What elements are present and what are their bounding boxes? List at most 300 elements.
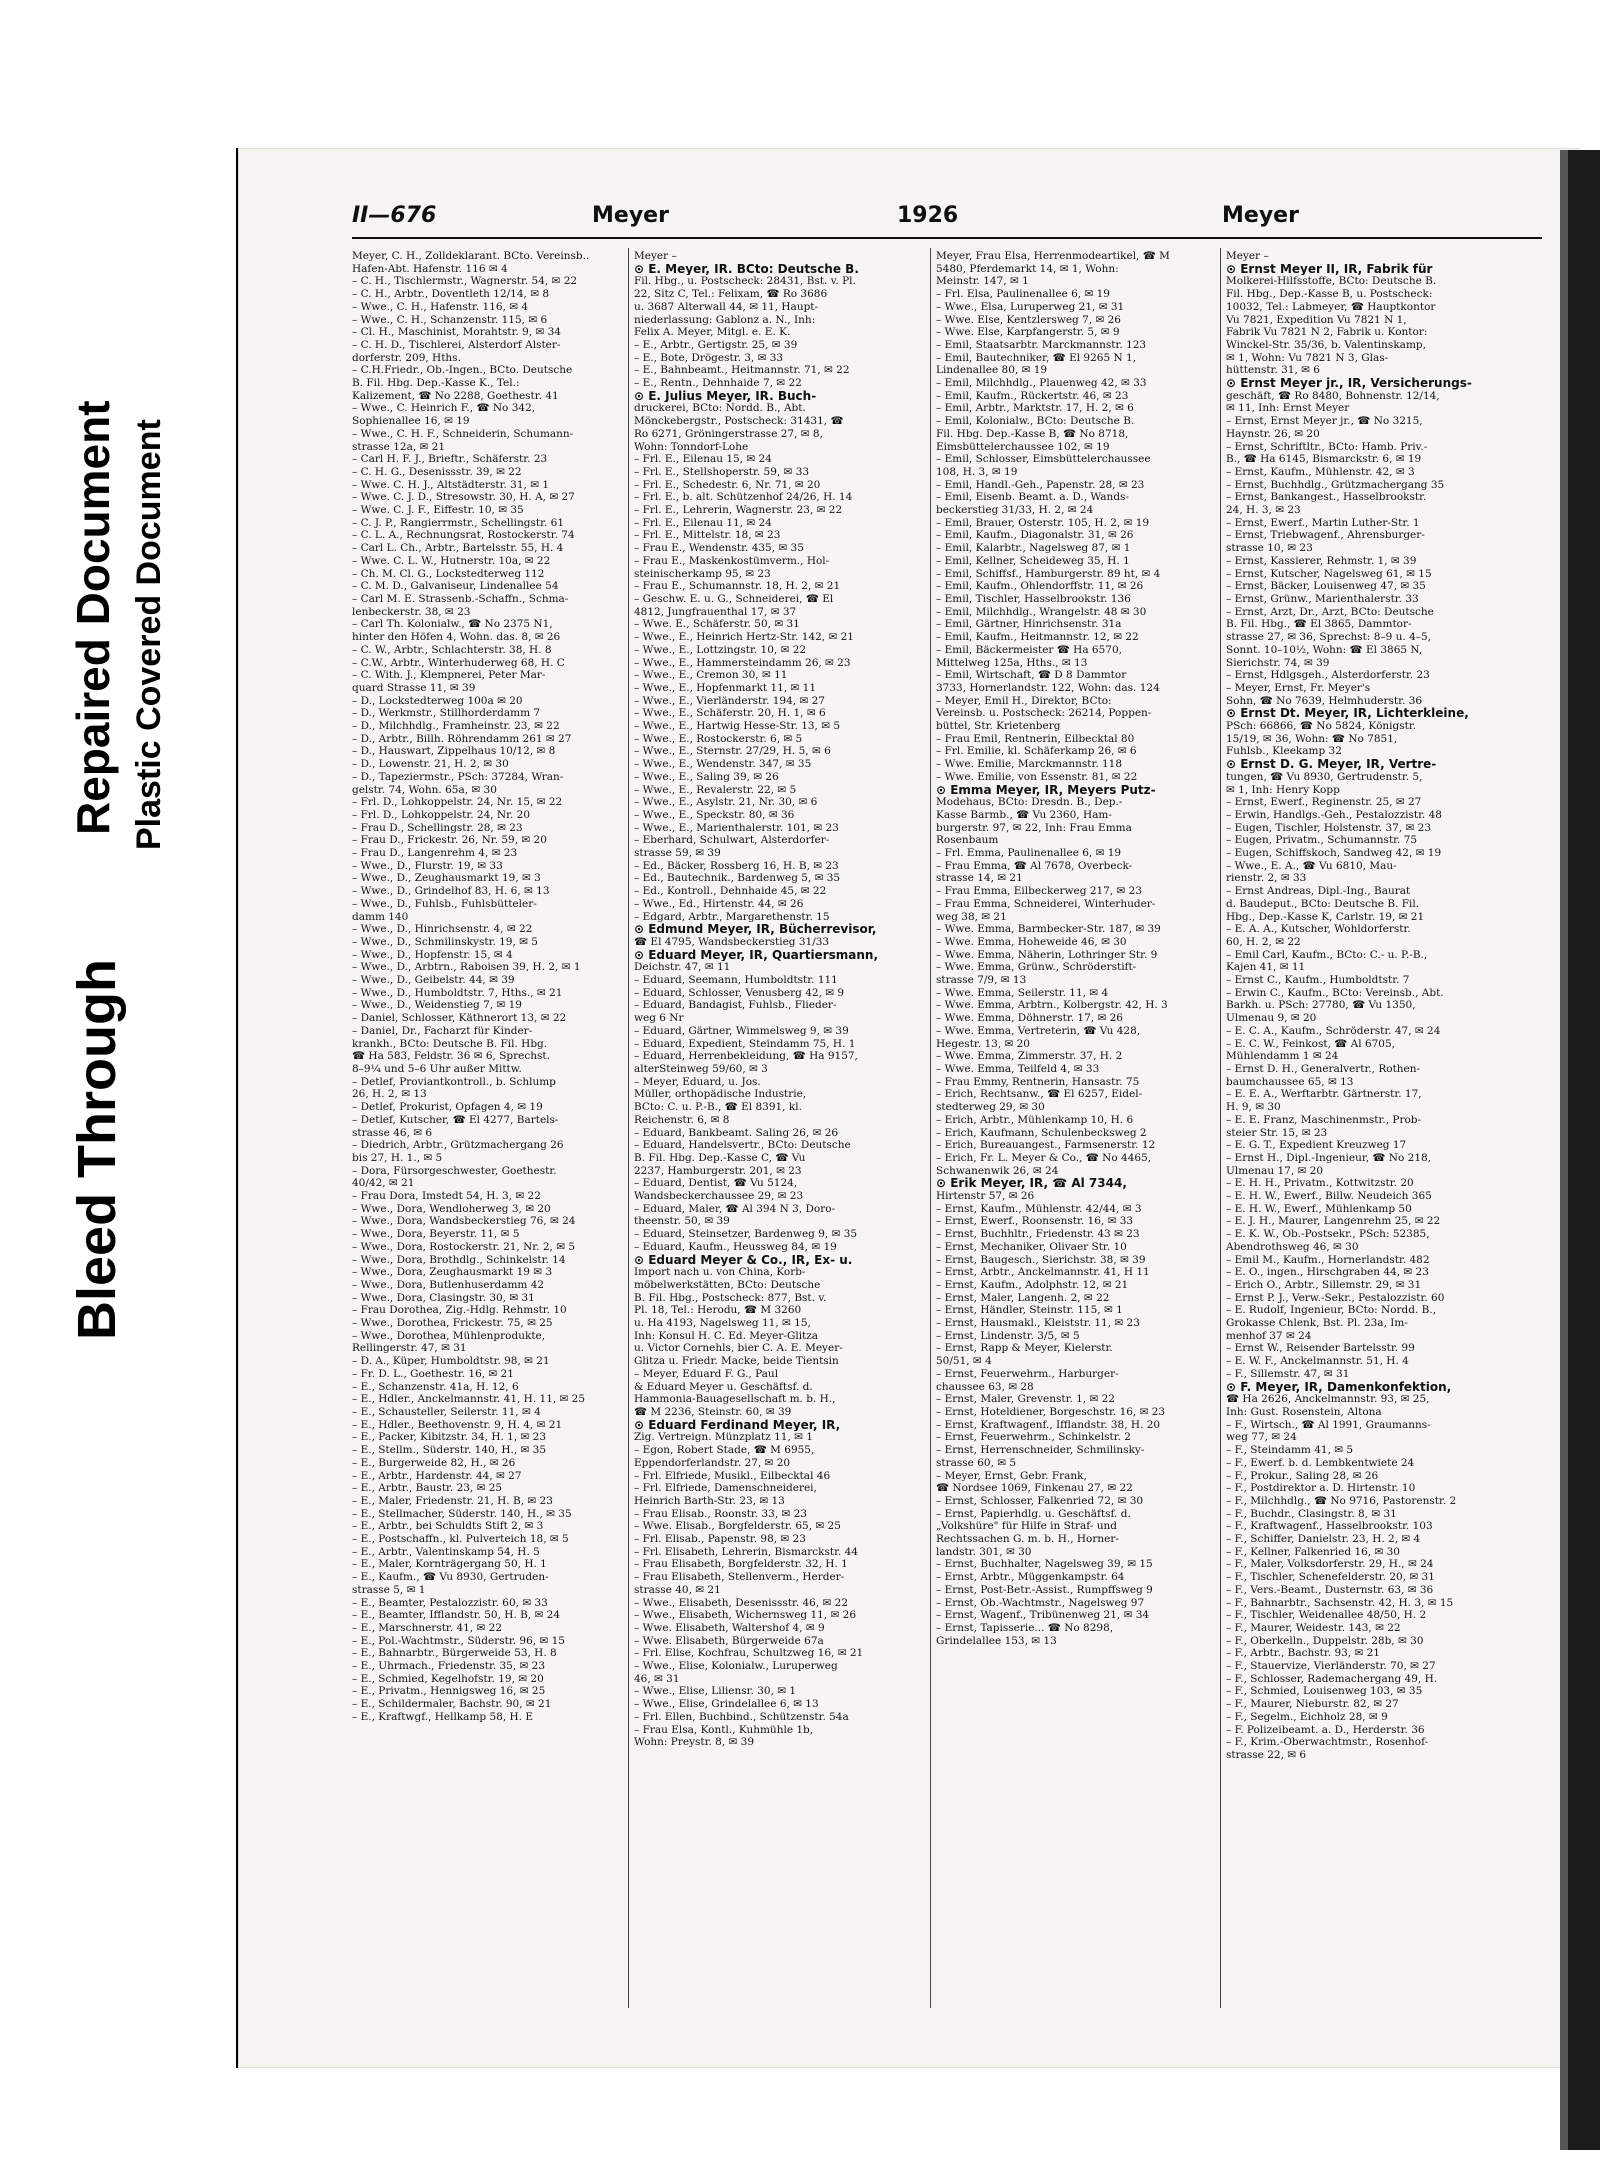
directory-entry: – Ernst, Kraftwagenf., Ifflandstr. 38, H. 20 — [936, 1418, 1161, 1431]
directory-entry: – Wwe., C. H., Schanzenstr. 115, ✉ 6 — [352, 313, 548, 326]
directory-entry: – Wwe., E., Saling 39, ✉ 26 — [634, 770, 779, 783]
directory-entry: – Eugen, Privatm., Schumannstr. 75 — [1226, 834, 1418, 847]
directory-entry: – Wwe., Dora, Brothdlg., Schinkelstr. 14 — [352, 1253, 566, 1266]
directory-entry: Glitza u. Friedr. Macke, beide Tientsin — [634, 1355, 839, 1368]
directory-entry: – Meyer, Ernst, Fr. Meyer's — [1226, 681, 1371, 694]
directory-entry: strasse 46, ✉ 6 — [352, 1126, 433, 1139]
directory-entry: – Ernst, Hdlgsgeh., Alsterdorferstr. 23 — [1226, 669, 1430, 682]
directory-entry: – E., Arbtr., Hardenstr. 44, ✉ 27 — [352, 1469, 522, 1482]
directory-entry: – F., Ewerf. b. d. Lembkentwiete 24 — [1226, 1456, 1415, 1469]
directory-entry: – Frau Dorothea, Zig.-Hdlg. Rehmstr. 10 — [352, 1304, 567, 1317]
scan-edge — [1568, 150, 1600, 2150]
directory-entry: burgerstr. 97, ✉ 22, Inh: Frau Emma — [936, 821, 1132, 834]
directory-entry: – Meyer, Ernst, Gebr. Frank, — [936, 1469, 1087, 1482]
directory-entry: & Eduard Meyer u. Geschäftsf. d. — [634, 1380, 813, 1393]
stamp-plastic-covered: Plastic Covered Document — [130, 419, 168, 850]
directory-entry: – F., Vers.-Beamt., Dusternstr. 63, ✉ 36 — [1226, 1583, 1434, 1596]
directory-entry: – E., Bote, Drögestr. 3, ✉ 33 — [634, 351, 784, 364]
directory-entry: – Ernst, Buchhalter, Nagelsweg 39, ✉ 15 — [936, 1558, 1153, 1571]
directory-entry: – E., Schausteller, Seilerstr. 11, ✉ 4 — [352, 1405, 541, 1418]
directory-entry: Grokasse Chlenk, Bst. Pl. 23a, Im- — [1226, 1317, 1408, 1330]
directory-entry: Ulmenau 17, ✉ 20 — [1226, 1164, 1324, 1177]
directory-entry: – Wwe., D., Weidenstieg 7, ✉ 19 — [352, 999, 522, 1012]
directory-entry: baumchaussee 65, ✉ 13 — [1226, 1075, 1354, 1088]
directory-entry: – Emil, Eisenb. Beamt. a. D., Wands- — [936, 491, 1129, 504]
directory-entry: Mühlendamm 1 ✉ 24 — [1226, 1050, 1339, 1063]
directory-entry: ⊙ Eduard Ferdinand Meyer, IR, — [634, 1418, 841, 1432]
directory-entry: – Ernst, Lindenstr. 3/5, ✉ 5 — [936, 1329, 1080, 1342]
directory-entry: steier Str. 15, ✉ 23 — [1226, 1126, 1328, 1139]
directory-entry: – Ernst, Arzt, Dr., Arzt, BCto: Deutsche — [1226, 605, 1434, 618]
directory-entry: – Ernst, Post-Betr.-Assist., Rumpffsweg 9 — [936, 1583, 1153, 1596]
directory-entry: – E. H. W., Ewerf., Mühlenkamp 50 — [1226, 1202, 1412, 1215]
directory-entry: Winckel-Str. 35/36, b. Valentinskamp, — [1226, 338, 1426, 351]
directory-entry: – C. M. D., Galvaniseur, Lindenallee 54 — [352, 580, 559, 593]
directory-entry: ⊙ Ernst Meyer II, IR, Fabrik für — [1226, 262, 1433, 276]
directory-entry: Wohn: Preystr. 8, ✉ 39 — [634, 1736, 755, 1749]
directory-entry: 10032, Tel.: Labmeyer, ☎ Hauptkontor — [1226, 300, 1436, 313]
directory-entry: – F., Kellner, Falkenried 16, ✉ 30 — [1226, 1545, 1400, 1558]
directory-entry: – Frau D., Langenrehm 4, ✉ 23 — [352, 847, 518, 860]
directory-entry: – Wwe. Emma, Näherin, Lothringer Str. 9 — [936, 948, 1158, 961]
directory-entry: gelstr. 74, Wohn. 65a, ✉ 30 — [352, 783, 497, 796]
directory-entry: – Wwe. Emma, Arbtrn., Kolbergstr. 42, H. 3 — [936, 999, 1168, 1012]
directory-entry: Sohn, ☎ No 7639, Helmhuderstr. 36 — [1226, 694, 1423, 707]
directory-entry: stedterweg 29, ✉ 30 — [936, 1101, 1045, 1114]
directory-entry: PSch: 66866, ☎ No 5824, Königstr. — [1226, 720, 1417, 733]
directory-entry: – F., Schiffer, Danielstr. 23, H. 2, ✉ 4 — [1226, 1533, 1421, 1546]
directory-entry: – Ernst, Buchhdlg., Grützmachergang 35 — [1226, 478, 1445, 491]
directory-entry: druckerei, BCto: Nordd. B., Abt. — [634, 402, 806, 415]
column-rule-2 — [930, 248, 931, 2008]
directory-entry: – Wwe., C. Heinrich F., ☎ No 342, — [352, 402, 536, 415]
directory-entry: – Ernst Andreas, Dipl.-Ing., Baurat — [1226, 885, 1411, 898]
column-rule-1 — [628, 248, 629, 2008]
directory-entry: – E., Postschaffn., kl. Pulverteich 18, ✉ 5 — [352, 1533, 569, 1546]
directory-entry: – Frl. D., Lohkoppelstr. 24, Nr. 20 — [352, 808, 531, 821]
directory-entry: – Frau E., Schumannstr. 18, H. 2, ✉ 21 — [634, 580, 841, 593]
directory-entry: – Emil, Gärtner, Hinrichsenstr. 31a — [936, 618, 1122, 631]
directory-entry: – E., Bahnarbtr., Bürgerweide 53, H. 8 — [352, 1647, 557, 1660]
directory-entry: – Ernst, Maler, Langenh. 2, ✉ 22 — [936, 1291, 1110, 1304]
directory-entry: – Meyer, Emil H., Direktor, BCto: — [936, 694, 1112, 707]
directory-entry: – Emil, Milchhdlg., Plauenweg 42, ✉ 33 — [936, 377, 1147, 390]
directory-entry: – Wwe. C. H. J., Altstädterstr. 31, ✉ 1 — [352, 478, 550, 491]
directory-entry: – Wwe., Dora, Rostockerstr. 21, Nr. 2, ✉ 5 — [352, 1240, 576, 1253]
directory-entry: – Emil, Staatsarbtr. Marckmannstr. 123 — [936, 338, 1147, 351]
directory-entry: – Ernst, Hoteldiener, Borgeschstr. 16, ✉ 23 — [936, 1405, 1166, 1418]
directory-entry: – Wwe. Emma, Seilerstr. 11, ✉ 4 — [936, 986, 1109, 999]
directory-entry: – Eduard, Bandagist, Fuhlsb., Flieder- — [634, 999, 837, 1012]
directory-entry: – Wwe., Elise, Grindelallee 6, ✉ 13 — [634, 1698, 819, 1711]
directory-entry: Rosenbaum — [936, 834, 999, 847]
directory-entry: ⊙ Edmund Meyer, IR, Bücherrevisor, — [634, 923, 877, 936]
directory-entry: – E. E. Franz, Maschinenmstr., Prob- — [1226, 1113, 1422, 1126]
directory-entry: – E., Beamter, Ifflandstr. 50, H. B, ✉ 24 — [352, 1609, 561, 1622]
directory-entry: – Wwe., Dora, Clasingstr. 30, ✉ 31 — [352, 1291, 535, 1304]
directory-entry: tungen, ☎ Vu 8930, Gertrudenstr. 5, — [1226, 770, 1423, 783]
directory-entry: – Cl. H., Maschinist, Morahtstr. 9, ✉ 34 — [352, 326, 561, 339]
directory-entry: – E., Arbtr., Gertigstr. 25, ✉ 39 — [634, 338, 798, 351]
directory-entry: 2237, Hamburgerstr. 201, ✉ 23 — [634, 1164, 802, 1177]
directory-entry: 5480, Pferdemarkt 14, ✉ 1, Wohn: — [936, 262, 1119, 275]
directory-entry: – Wwe. Emilie, Marckmannstr. 118 — [936, 758, 1123, 771]
directory-entry: – Fr. D. L., Goethestr. 16, ✉ 21 — [352, 1367, 514, 1380]
directory-entry: u. Ha 4193, Nagelsweg 11, ✉ 15, — [634, 1317, 811, 1330]
directory-entry: – Geschw. E. u. G., Schneiderei, ☎ El — [634, 592, 834, 605]
directory-entry: – Ernst, Kaufm., Mühlenstr. 42, ✉ 3 — [1226, 465, 1415, 478]
directory-entry: – Ernst, Kaufm., Adolphstr. 12, ✉ 21 — [936, 1278, 1129, 1291]
directory-entry: geschäft, ☎ Ro 8480, Bohnenstr. 12/14, — [1226, 389, 1440, 402]
directory-entry: ☎ M 2236, Steinstr. 60, ✉ 39 — [634, 1405, 792, 1418]
directory-entry: ⊙ Ernst Meyer jr., IR, Versicherungs- — [1226, 377, 1472, 390]
directory-entry: Felix A. Meyer, Mitgl. e. E. K. — [634, 326, 791, 339]
directory-entry: bis 27, H. 1., ✉ 5 — [352, 1151, 443, 1164]
directory-entry: – D. A., Küper, Humboldtstr. 98, ✉ 21 — [352, 1355, 550, 1368]
directory-entry: lenbeckerstr. 38, ✉ 23 — [352, 605, 471, 618]
directory-entry: – Wwe., Dorothea, Frickestr. 75, ✉ 25 — [352, 1317, 553, 1330]
directory-entry: chaussee 63, ✉ 28 — [936, 1380, 1034, 1393]
directory-entry: – F., Milchhdlg., ☎ No 9716, Pastorenstr. 2 — [1226, 1494, 1457, 1507]
directory-entry: – D., Tapeziermstr., PSch: 37284, Wran- — [352, 770, 564, 783]
directory-entry: ☎ El 4795, Wandsbeckerstieg 31/33 — [634, 935, 830, 948]
directory-entry: – F., Steindamm 41, ✉ 5 — [1226, 1444, 1354, 1457]
directory-entry: – Emil, Kaufm., Heitmannstr. 12, ✉ 22 — [936, 631, 1139, 644]
directory-entry: – F., Buchdr., Clasingstr. 8, ✉ 31 — [1226, 1507, 1397, 1520]
directory-entry: – Wwe. E., Schäferstr. 50, ✉ 31 — [634, 618, 800, 631]
directory-entry: u. Victor Cornehls, bier C. A. E. Meyer- — [634, 1342, 843, 1355]
directory-entry: – Erich O., Arbtr., Sillemstr. 29, ✉ 31 — [1226, 1278, 1422, 1291]
directory-entry: – Wwe. Else, Karpfangerstr. 5, ✉ 9 — [936, 326, 1120, 339]
directory-entry: – C.W., Arbtr., Winterhuderweg 68, H. C — [352, 656, 565, 669]
page-header — [352, 203, 1542, 233]
directory-entry: Fil. Hbg., Dep.-Kasse B, u. Postscheck: — [1226, 288, 1433, 301]
directory-entry: 26, H. 2, ✉ 13 — [352, 1088, 427, 1101]
directory-entry: – Frl. Elfriede, Damenschneiderei, — [634, 1482, 817, 1495]
directory-entry: – C. H. G., Desenissstr. 39, ✉ 22 — [352, 465, 522, 478]
directory-entry: ☎ Ha 583, Feldstr. 36 ✉ 6, Sprechst. — [352, 1050, 550, 1063]
directory-entry: – D., Milchhdlg., Framheinstr. 23, ✉ 22 — [352, 720, 560, 733]
directory-entry: – Ernst, Arbtr., Anckelmannstr. 41, H 11 — [936, 1266, 1150, 1279]
directory-entry: – E., Kaufm., ☎ Vu 8930, Gertruden- — [352, 1571, 549, 1584]
directory-entry: – D., Lockstedterweg 100a ✉ 20 — [352, 694, 523, 707]
directory-entry: – Wwe. Elisab., Borgfelderstr. 65, ✉ 25 — [634, 1520, 841, 1533]
directory-entry: – Ernst, Kassierer, Rehmstr. 1, ✉ 39 — [1226, 554, 1417, 567]
directory-entry: – Frau Emma, Eilbeckerweg 217, ✉ 23 — [936, 885, 1143, 898]
directory-entry: strasse 60, ✉ 5 — [936, 1456, 1017, 1469]
directory-entry: – Eduard, Seemann, Humboldtstr. 111 — [634, 974, 838, 987]
directory-entry: – E., Hdler., Anckelmannstr. 41, H. 11, ✉ 25 — [352, 1393, 586, 1406]
directory-entry: – C. W., Arbtr., Schlachterstr. 38, H. 8 — [352, 643, 552, 656]
directory-entry: – Ernst, Herrenschneider, Schmilinsky- — [936, 1444, 1145, 1457]
directory-entry: – Emil, Kalarbtr., Nagelsweg 87, ✉ 1 — [936, 542, 1131, 555]
directory-entry: – C.H.Friedr., Ob.-Ingen., BCto. Deutsche — [352, 364, 573, 377]
directory-entry: – D., Hauswart, Zippelhaus 10/12, ✉ 8 — [352, 745, 556, 758]
directory-entry: – Meyer, Eduard F. G., Paul — [634, 1367, 779, 1380]
directory-entry: BCto: C. u. P.-B., ☎ El 8391, kl. — [634, 1101, 802, 1114]
directory-entry: Wandsbeckerchaussee 29, ✉ 23 — [634, 1190, 804, 1203]
directory-entry: hinter den Höfen 4, Wohn. das. 8, ✉ 26 — [352, 631, 561, 644]
directory-entry: – E., Uhrmach., Friedenstr. 35, ✉ 23 — [352, 1660, 546, 1673]
directory-entry: – Wwe., E., Vierländerstr. 194, ✉ 27 — [634, 694, 825, 707]
directory-entry: – Erich, Arbtr., Mühlenkamp 10, H. 6 — [936, 1113, 1134, 1126]
directory-entry: – Frl. E., Schedestr. 6, Nr. 71, ✉ 20 — [634, 478, 821, 491]
directory-entry: – Carl M. E. Strassenb.-Schaffn., Schma- — [352, 592, 569, 605]
stamp-repaired-document: Repaired Document — [67, 400, 119, 835]
directory-entry: Sonnt. 10–10½, Wohn: ☎ El 3865 N, — [1226, 643, 1423, 656]
directory-entry: Kalizement, ☎ No 2288, Goethestr. 41 — [352, 389, 559, 402]
directory-entry: – E., Schanzenstr. 41a, H. 12, 6 — [352, 1380, 519, 1393]
directory-entry: – Emil M., Kaufm., Hornerlandstr. 482 — [1226, 1253, 1430, 1266]
directory-entry: – Eduard, Expedient, Steindamm 75, H. 1 — [634, 1037, 856, 1050]
directory-entry: – Frau E., Maskenkostümverm., Hol- — [634, 554, 830, 567]
directory-entry: – Emil, Handl.-Geh., Papenstr. 28, ✉ 23 — [936, 478, 1145, 491]
directory-entry: – Carl Th. Kolonialw., ☎ No 2375 N1, — [352, 618, 553, 631]
directory-entry: 3733, Hornerlandstr. 122, Wohn: das. 124 — [936, 681, 1160, 694]
directory-entry: 108, H. 3, ✉ 19 — [936, 465, 1018, 478]
directory-entry: 8–9¼ und 5–6 Uhr außer Mittw. — [352, 1063, 522, 1075]
directory-entry: – E. C. W., Feinkost, ☎ Al 6705, — [1226, 1037, 1395, 1050]
directory-entry: Molkerei-Hilfsstoffe, BCto: Deutsche B. — [1226, 275, 1437, 288]
directory-entry: – Frl. Elsa, Paulinenallee 6, ✉ 19 — [936, 288, 1110, 301]
directory-entry: – E., Arbtr., bei Schuldts Stift 2, ✉ 3 — [352, 1520, 544, 1533]
directory-entry: 24, H. 3, ✉ 23 — [1226, 504, 1301, 517]
directory-entry: – Emil, Kolonialw., BCto: Deutsche B. — [936, 415, 1135, 428]
directory-entry: Fabrik Vu 7821 N 2, Fabrik u. Kontor: — [1226, 326, 1428, 339]
directory-entry: – F., Krim.-Oberwachtmstr., Rosenhof- — [1226, 1736, 1429, 1749]
directory-entry: – Frau Emil, Rentnerin, Eilbecktal 80 — [936, 732, 1135, 745]
directory-entry: Import nach u. von China, Korb- — [634, 1266, 806, 1279]
directory-entry: B. Fil. Hbg. Dep.-Kasse K., Tel.: — [352, 377, 520, 390]
directory-entry: – Frl. Elise, Kochfrau, Schultzweg 16, ✉ 21 — [634, 1647, 864, 1660]
directory-entry: – F., Stauervize, Vierländerstr. 70, ✉ 27 — [1226, 1660, 1436, 1673]
directory-entry: – Eduard, Dentist, ☎ Vu 5124, — [634, 1177, 798, 1190]
directory-entry: – Daniel, Schlosser, Käthnerort 13, ✉ 22 — [352, 1012, 567, 1025]
directory-entry: ☎ Ha 2626, Anckelmannstr. 93, ✉ 25, — [1226, 1393, 1430, 1406]
directory-entry: Kasse Barmb., ☎ Vu 2360, Ham- — [936, 808, 1112, 821]
directory-entry: – Emil, Wirtschaft, ☎ D 8 Dammtor — [936, 669, 1127, 682]
directory-entry: – F., Wirtsch., ☎ Al 1991, Graumanns- — [1226, 1418, 1431, 1431]
directory-entry: Rellingerstr. 47, ✉ 31 — [352, 1342, 467, 1355]
directory-entry: – Wwe., E., Cremon 30, ✉ 11 — [634, 669, 788, 682]
directory-entry: – Ernst, Feuerwehrm., Schinkelstr. 2 — [936, 1431, 1131, 1444]
directory-entry: – E., Schildermaler, Bachstr. 90, ✉ 21 — [352, 1698, 552, 1711]
directory-entry: – Detlef, Prokurist, Opfagen 4, ✉ 19 — [352, 1101, 543, 1114]
directory-entry: – F., Maurer, Nieburstr. 82, ✉ 27 — [1226, 1698, 1399, 1711]
directory-entry: – Wwe., E., Wendenstr. 347, ✉ 35 — [634, 758, 812, 771]
directory-entry: – Emil, Tischler, Hasselbrookstr. 136 — [936, 592, 1131, 605]
directory-entry: – F., Schlosser, Rademachergang 49, H. — [1226, 1672, 1438, 1685]
directory-entry: – F., Prokur., Saling 28, ✉ 26 — [1226, 1469, 1379, 1482]
directory-entry: – Ernst, Maler, Grevenstr. 1, ✉ 22 — [936, 1393, 1115, 1406]
directory-entry: – Ernst, Schlosser, Falkenried 72, ✉ 30 — [936, 1494, 1144, 1507]
directory-entry: – Wwe., D., Humboldtstr. 7, Hths., ✉ 21 — [352, 986, 563, 999]
directory-entry: – Wwe., E., Speckstr. 80, ✉ 36 — [634, 808, 795, 821]
directory-entry: – Emil, Brauer, Osterstr. 105, H. 2, ✉ 19 — [936, 516, 1150, 529]
directory-entry: ✉ 11, Inh: Ernst Meyer — [1226, 402, 1350, 415]
directory-entry: – Wwe. C. J. D., Stresowstr. 30, H. A, ✉ 27 — [352, 491, 575, 504]
directory-entry: – F. Polizeibeamt. a. D., Herderstr. 36 — [1226, 1723, 1425, 1736]
directory-entry: Fil. Hbg. Dep.-Kasse B, ☎ No 8718, — [936, 427, 1129, 440]
directory-entry: weg 77, ✉ 24 — [1226, 1431, 1297, 1444]
directory-entry: quard Strasse 11, ✉ 39 — [352, 681, 476, 694]
header-name-left: Meyer — [592, 203, 669, 228]
directory-entry: – Egon, Robert Stade, ☎ M 6955, — [634, 1444, 815, 1457]
directory-entry: – E. Rudolf, Ingenieur, BCto: Nordd. B., — [1226, 1304, 1437, 1317]
directory-entry: – Ernst, Ewerf., Roonsenstr. 16, ✉ 33 — [936, 1215, 1134, 1228]
directory-entry: Inh: Gust. Rosenstein, Altona — [1226, 1405, 1382, 1418]
directory-entry: Abendrothsweg 46, ✉ 30 — [1226, 1240, 1359, 1253]
directory-entry: – Emil, Schiffsf., Hamburgerstr. 89 ht, ✉ 4 — [936, 567, 1161, 580]
directory-entry: 4812, Jungfrauenthal 17, ✉ 37 — [634, 605, 797, 618]
directory-entry: – E. A. A., Kutscher, Wohldorferstr. — [1226, 923, 1411, 936]
directory-entry: ✉ 1, Inh: Henry Kopp — [1226, 783, 1340, 796]
directory-entry: H. 9, ✉ 30 — [1226, 1101, 1281, 1114]
directory-entry: – Emil, Bautechniker, ☎ El 9265 N 1, — [936, 351, 1137, 364]
left-margin — [0, 0, 235, 2177]
directory-entry: – Ernst, Arbtr., Müggenkampstr. 64 — [936, 1571, 1125, 1584]
directory-entry: – Frl. E., Stellshoperstr. 59, ✉ 33 — [634, 465, 810, 478]
directory-entry: steinischerkamp 95, ✉ 23 — [634, 567, 771, 580]
directory-entry: beckerstieg 31/33, H. 2, ✉ 24 — [936, 504, 1094, 517]
directory-entry: Haynstr. 26, ✉ 20 — [1226, 427, 1320, 440]
directory-entry: – Wwe. Emilie, von Essenstr. 81, ✉ 22 — [936, 770, 1138, 783]
directory-entry: – E., Pol.-Wachtmstr., Süderstr. 96, ✉ 15 — [352, 1634, 565, 1647]
directory-entry: – Wwe., Elise, Kolonialw., Luruperweg — [634, 1660, 838, 1673]
directory-entry: – F., Maler, Volksdorferstr. 29, H., ✉ 24 — [1226, 1558, 1434, 1571]
directory-entry: – Wwe., E., Asylstr. 21, Nr. 30, ✉ 6 — [634, 796, 818, 809]
directory-entry: – Eduard, Bankbeamt. Saling 26, ✉ 26 — [634, 1126, 839, 1139]
directory-entry: – Ernst, Kaufm., Mühlenstr. 42/44, ✉ 3 — [936, 1202, 1142, 1215]
directory-entry: – Emil Carl, Kaufm., BCto: C.- u. P.-B., — [1226, 948, 1428, 961]
column-2-list — [634, 250, 926, 1749]
directory-entry: – E., Maler, Kornträgergang 50, H. 1 — [352, 1558, 547, 1571]
directory-entry: – Ed., Bäcker, Rossberg 16, H. B, ✉ 23 — [634, 859, 839, 872]
directory-entry: – Wwe., E., Hammersteindamm 26, ✉ 23 — [634, 656, 851, 669]
directory-entry: – E., Arbtr., Valentinskamp 54, H. 5 — [352, 1545, 540, 1558]
directory-entry: – F., Segelm., Eichholz 28, ✉ 9 — [1226, 1710, 1388, 1723]
directory-entry: – Wwe. Emma, Grünw., Schröderstift- — [936, 961, 1137, 974]
directory-entry: strasse 27, ✉ 36, Sprechst: 8–9 u. 4–5, — [1226, 631, 1432, 644]
directory-entry: – Ernst, Tapisserie... ☎ No 8298, — [936, 1621, 1114, 1634]
directory-entry: Vereinsb. u. Postscheck: 26214, Poppen- — [936, 707, 1152, 720]
directory-entry: – Frl. Elisabeth, Lehrerin, Bismarckstr. 44 — [634, 1545, 858, 1558]
directory-entry: – Wwe., D., Hinrichsenstr. 4, ✉ 22 — [352, 923, 533, 936]
directory-entry: krankh., BCto: Deutsche B. Fil. Hbg. — [352, 1037, 548, 1050]
directory-entry: – Wwe., Dora, Butlenhuserdamm 42 — [352, 1278, 545, 1291]
directory-entry: – C. H., Arbtr., Doventleth 12/14, ✉ 8 — [352, 288, 550, 301]
directory-entry: Müller, orthopädische Industrie, — [634, 1088, 807, 1101]
directory-entry: – Wwe. Emma, Vertreterin, ☎ Vu 428, — [936, 1024, 1141, 1037]
directory-entry: theenstr. 50, ✉ 39 — [634, 1215, 730, 1228]
directory-entry: 46, ✉ 31 — [634, 1672, 680, 1685]
directory-entry: – Wwe., D., Hopfenstr. 15, ✉ 4 — [352, 948, 513, 961]
directory-entry: – Wwe. Emma, Zimmerstr. 37, H. 2 — [936, 1050, 1123, 1063]
directory-entry: – E., Beamter, Pestalozzistr. 60, ✉ 33 — [352, 1596, 548, 1609]
directory-entry: – Frau Elisabeth, Stellenverm., Herder- — [634, 1571, 845, 1584]
directory-entry: Kajen 41, ✉ 11 — [1226, 961, 1306, 974]
directory-entry: – Wwe., C. H. F., Schneiderin, Schumann- — [352, 427, 574, 440]
directory-entry: – Wwe., Dorothea, Mühlenprodukte, — [352, 1329, 546, 1342]
directory-entry: dorferstr. 209, Hths. — [352, 351, 461, 364]
directory-entry: Eimsbüttelerchaussee 102, ✉ 19 — [936, 440, 1110, 453]
directory-entry: – Frau E., Wendenstr. 435, ✉ 35 — [634, 542, 804, 555]
directory-entry: B. Fil. Hbg., ☎ El 3865, Dammtor- — [1226, 618, 1412, 631]
directory-entry: – Ernst, Bäcker, Louisenweg 47, ✉ 35 — [1226, 580, 1426, 593]
directory-entry: – Wwe., C. H., Hafenstr. 116, ✉ 4 — [352, 300, 529, 313]
directory-entry: – Wwe., D., Flurstr. 19, ✉ 33 — [352, 859, 503, 872]
directory-entry: – E., Marschnerstr. 41, ✉ 22 — [352, 1621, 503, 1634]
directory-entry: – Frl. Ellen, Buchbind., Schützenstr. 54a — [634, 1710, 849, 1723]
directory-entry: – Wwe., D., Grindelhof 83, H. 6, ✉ 13 — [352, 885, 550, 898]
directory-entry: 60, H. 2, ✉ 22 — [1226, 935, 1301, 948]
directory-entry: – Ernst D. H., Generalvertr., Rothen- — [1226, 1063, 1421, 1075]
directory-entry: – Wwe., Elisabeth, Wichernsweg 11, ✉ 26 — [634, 1609, 857, 1622]
directory-entry: – Ernst, Rapp & Meyer, Kielerstr. — [936, 1342, 1113, 1355]
directory-entry: – Frau Emma, ☎ Al 7678, Overbeck- — [936, 859, 1133, 872]
directory-entry: – Wwe., D., Geibelstr. 44, ✉ 39 — [352, 974, 515, 987]
directory-entry: – Frl. E., Eilenau 15, ✉ 24 — [634, 453, 772, 466]
directory-entry: – Frau Elisabeth, Borgfelderstr. 32, H. 1 — [634, 1558, 848, 1571]
directory-entry: – Wwe. Elisabeth, Waltershof 4, ✉ 9 — [634, 1621, 825, 1634]
directory-entry: – Wwe. C. L. W., Hutnerstr. 10a, ✉ 22 — [352, 554, 551, 567]
directory-entry: – Emil, Kaufm., Rückertstr. 46, ✉ 23 — [936, 389, 1129, 402]
directory-entry: niederlassung: Gablonz a. N., Inh: — [634, 313, 816, 326]
column-rule-3 — [1220, 248, 1221, 2008]
directory-entry: rienstr. 2, ✉ 33 — [1226, 872, 1307, 885]
directory-entry: – D., Arbtr., Billh. Röhrendamm 261 ✉ 27 — [352, 732, 572, 745]
directory-entry: 50/51, ✉ 4 — [936, 1355, 992, 1368]
directory-entry: – Frl. Emma, Paulinenallee 6, ✉ 19 — [936, 847, 1122, 860]
directory-entry: – C. With. J., Klempnerei, Peter Mar- — [352, 669, 546, 682]
directory-entry: – F., Postdirektor a. D. Hirtenstr. 10 — [1226, 1482, 1416, 1495]
directory-entry: – Frl. Elfriede, Musikl., Eilbecktal 46 — [634, 1469, 831, 1482]
directory-entry: – Ernst, Buchhltr., Friedenstr. 43 ✉ 23 — [936, 1228, 1140, 1241]
directory-entry: – E., Stellm., Süderstr. 140, H., ✉ 35 — [352, 1444, 547, 1457]
directory-entry: 40/42, ✉ 21 — [352, 1177, 415, 1190]
directory-entry: menhof 37 ✉ 24 — [1226, 1329, 1312, 1342]
directory-entry: – Eugen, Schiffskoch, Sandweg 42, ✉ 19 — [1226, 847, 1442, 860]
directory-entry: Fil. Hbg., u. Postscheck: 28431, Bst. v. Pl. — [634, 275, 856, 288]
directory-entry: ✉ 1, Wohn: Vu 7821 N 3, Glas- — [1226, 351, 1389, 364]
directory-entry: – Frau Elsa, Kontl., Kuhmühle 1b, — [634, 1723, 814, 1736]
column-3-list — [936, 250, 1216, 1647]
directory-entry: – Ernst W., Reisender Bartelsstr. 99 — [1226, 1342, 1415, 1355]
directory-entry: – E., Rentn., Dehnhaide 7, ✉ 22 — [634, 377, 802, 390]
directory-entry: – Wwe., E., Lottzingstr. 10, ✉ 22 — [634, 643, 807, 656]
directory-entry: – E., Arbtr., Baustr. 23, ✉ 25 — [352, 1482, 503, 1495]
directory-entry: – Ed., Kontroll., Dehnhaide 45, ✉ 22 — [634, 885, 827, 898]
directory-entry: strasse 7/9, ✉ 13 — [936, 974, 1027, 987]
directory-entry: – Frau Emmy, Rentnerin, Hansastr. 75 — [936, 1075, 1140, 1088]
stamp-bleed-through: Bleed Through — [67, 959, 127, 1340]
directory-entry: – Wwe., E., Marienthalerstr. 101, ✉ 23 — [634, 821, 839, 834]
directory-entry: – F., Maurer, Weidestr. 143, ✉ 22 — [1226, 1621, 1401, 1634]
column-3 — [936, 250, 1216, 2010]
directory-entry: – Wwe., Elisabeth, Desenissstr. 46, ✉ 22 — [634, 1596, 849, 1609]
directory-entry: „Volkshüre" für Hilfe in Straf- und — [936, 1520, 1117, 1533]
directory-entry: – E. J. H., Maurer, Langenrehm 25, ✉ 22 — [1226, 1215, 1441, 1228]
directory-entry: weg 38, ✉ 21 — [936, 910, 1007, 923]
directory-entry: ⊙ Eduard Meyer & Co., IR, Ex- u. — [634, 1253, 853, 1267]
directory-entry: Reichenstr. 6, ✉ 8 — [634, 1113, 730, 1126]
directory-entry: ☎ Nordsee 1069, Finkenau 27, ✉ 22 — [936, 1482, 1133, 1495]
directory-entry: – Ch. M. Cl. G., Lockstedterweg 112 — [352, 567, 545, 580]
directory-entry: – Eugen, Tischler, Holstenstr. 37, ✉ 23 — [1226, 821, 1431, 834]
directory-entry: – Ernst, Kutscher, Nagelsweg 61, ✉ 15 — [1226, 567, 1432, 580]
directory-entry: Mittelweg 125a, Hths., ✉ 13 — [936, 656, 1088, 669]
directory-entry: strasse 10, ✉ 23 — [1226, 542, 1313, 555]
